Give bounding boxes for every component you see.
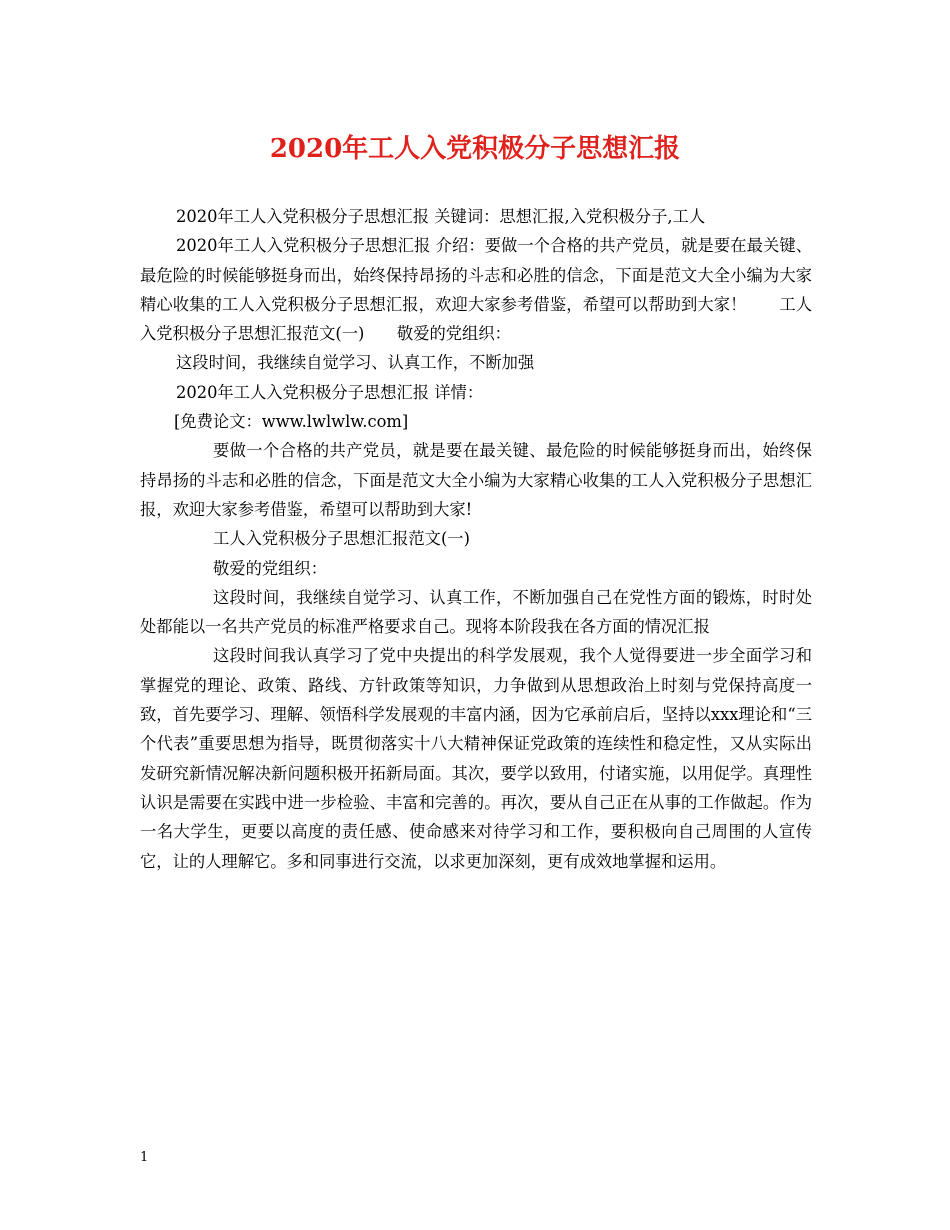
details-heading-paragraph: 2020年工人入党积极分子思想汇报 详情：: [176, 382, 484, 402]
document-title: 2020年工人入党积极分子思想汇报: [269, 134, 681, 164]
page-number: 1: [140, 1150, 149, 1165]
document-body: [140, 202, 812, 876]
intro-continuation-paragraph: 这段时间，我继续自觉学习、认真工作，不断加强: [176, 353, 535, 373]
keywords-paragraph: 2020年工人入党积极分子思想汇报 关键词：思想汇报,入党积极分子,工人: [176, 207, 706, 226]
body-paragraph-1: 要做一个合格的共产党员，就是要在最关键、最危险的时候能够挺身而出，始终保持昂扬的斗志和必胜的信念，下面是范文大全小编为大家精心收集的工人入党积极分子思想汇报，欢迎大家参考借鉴，希望可以帮助到大家!: [140, 441, 812, 519]
source-link-paragraph: [免费论文：www.lwlwlw.com]: [174, 412, 409, 432]
intro-paragraph: 2020年工人入党积极分子思想汇报 介绍：要做一个合格的共产党员，就是要在最关键、最危险的时候能够挺身而出，始终保持昂扬的斗志和必胜的信念，下面是范文大全小编为大家精心收集的工人入党积极分子思想汇报，欢迎大家参考借鉴，希望可以帮助到大家！ 工人入党积极分子思想汇报范文(一) 敬爱的党组织：: [140, 236, 812, 344]
salutation-paragraph: 敬爱的党组织：: [213, 558, 327, 578]
body-paragraph-2: 这段时间，我继续自觉学习、认真工作，不断加强自己在党性方面的锻炼，时时处处都能以一名共产党员的标准严格要求自己。现将本阶段我在各方面的情况汇报: [140, 587, 812, 637]
sample-heading-paragraph: 工人入党积极分子思想汇报范文(一): [213, 529, 470, 549]
body-paragraph-3: 这段时间我认真学习了党中央提出的科学发展观，我个人觉得要进一步全面学习和掌握党的理论、政策、路线、方针政策等知识，力争做到从思想政治上时刻与党保持高度一致，首先要学习、理解、领悟科学发展观的丰富内涵，因为它承前启后，坚持以xxx理论和“三个代表”重要思想为指导，既贯彻落实十八大精神保证党政策的连续性和稳定性，又从实际出发研究新情况解决新问题积极开拓新局面。其次，要学以致用，付诸实施，以用促学。真理性认识是需要在实践中进一步检验、丰富和完善的。再次，要从自己正在从事的工作做起。作为一名大学生，更要以高度的责任感、使命感来对待学习和工作，要积极向自己周围的人宣传它，让的人理解它。多和同事进行交流，以求更加深刻，更有成效地掌握和运用。: [140, 646, 812, 871]
